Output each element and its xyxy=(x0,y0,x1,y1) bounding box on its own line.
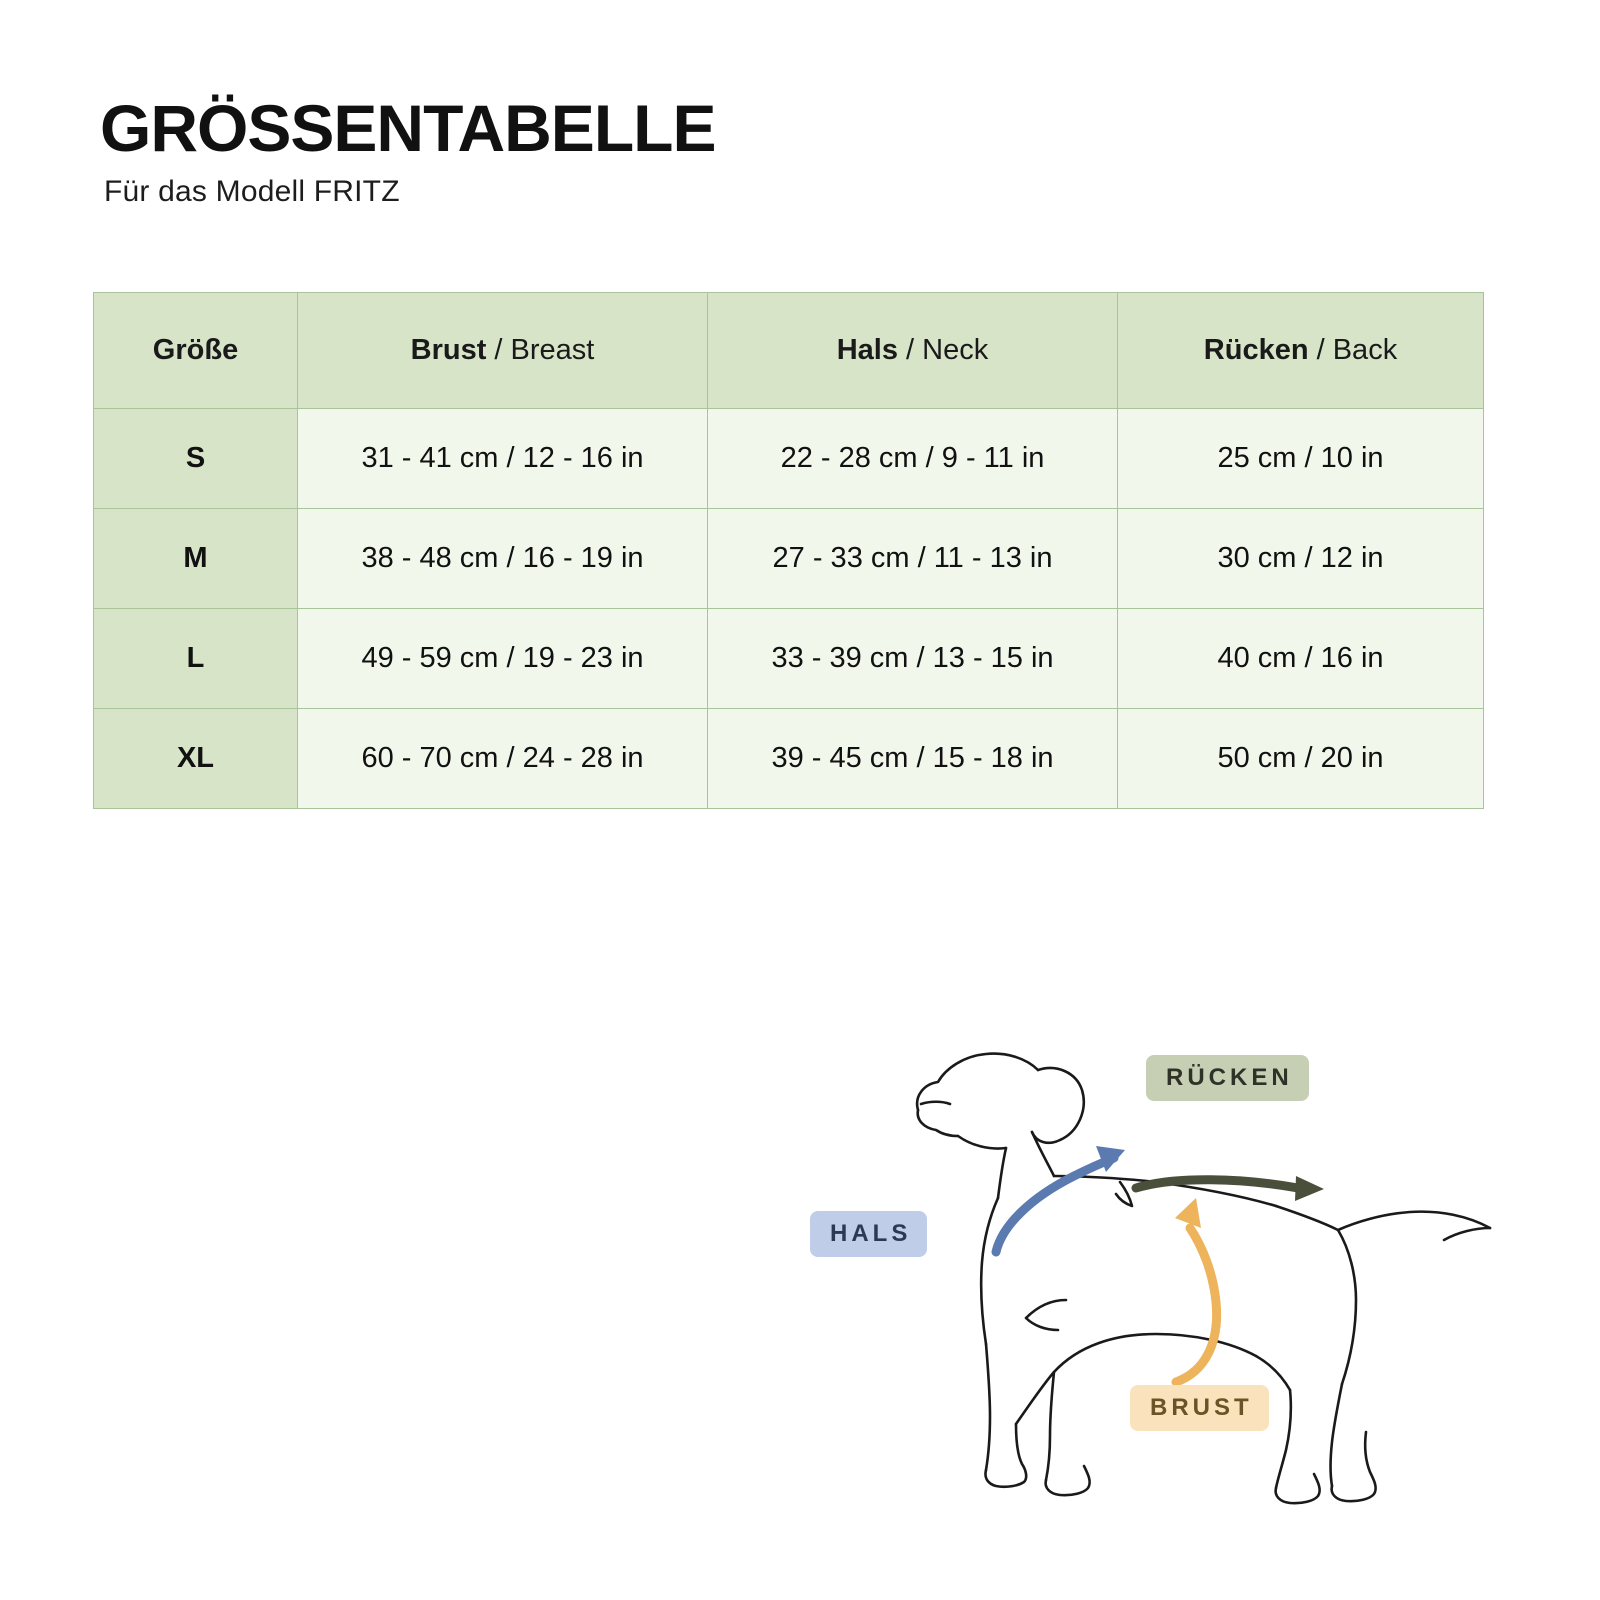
cell-size: M xyxy=(94,509,298,609)
column-header-hals xyxy=(708,293,1118,409)
brust-arrow-icon xyxy=(1175,1198,1217,1382)
column-header-brust-de: Brust xyxy=(410,334,487,366)
cell-hals: 39 - 45 cm / 15 - 18 in xyxy=(708,709,1118,809)
table-header-row xyxy=(94,293,1484,409)
hals-arrow-icon xyxy=(996,1146,1125,1252)
header xyxy=(100,91,716,209)
cell-size: L xyxy=(94,609,298,709)
cell-size: XL xyxy=(94,709,298,809)
cell-hals: 33 - 39 cm / 13 - 15 in xyxy=(708,609,1118,709)
cell-ruecken: 30 cm / 12 in xyxy=(1118,509,1484,609)
column-header-brust-en: / Breast xyxy=(486,334,595,366)
table-row xyxy=(94,509,1484,609)
cell-brust: 38 - 48 cm / 16 - 19 in xyxy=(298,509,708,609)
column-header-hals-de: Hals xyxy=(836,334,898,366)
column-header-ruecken-de: Rücken xyxy=(1203,334,1309,366)
size-table xyxy=(93,292,1484,809)
column-header-hals-en: / Neck xyxy=(898,334,989,366)
table-row xyxy=(94,709,1484,809)
label-brust: BRUST xyxy=(1130,1385,1269,1431)
cell-brust: 60 - 70 cm / 24 - 28 in xyxy=(298,709,708,809)
table-row xyxy=(94,609,1484,709)
cell-ruecken: 25 cm / 10 in xyxy=(1118,409,1484,509)
column-header-size-de: Größe xyxy=(152,334,239,366)
page-subtitle: Für das Modell FRITZ xyxy=(104,175,400,208)
column-header-ruecken xyxy=(1118,293,1484,409)
page-title: GRÖSSENTABELLE xyxy=(100,91,716,165)
column-header-ruecken-en: / Back xyxy=(1308,334,1398,366)
table-body xyxy=(94,409,1484,809)
cell-ruecken: 50 cm / 20 in xyxy=(1118,709,1484,809)
dog-outline-icon xyxy=(917,1054,1490,1504)
cell-ruecken: 40 cm / 16 in xyxy=(1118,609,1484,709)
label-hals: HALS xyxy=(810,1211,927,1257)
table-row xyxy=(94,409,1484,509)
label-ruecken: RÜCKEN xyxy=(1146,1055,1309,1101)
table-header xyxy=(94,293,1484,409)
cell-brust: 49 - 59 cm / 19 - 23 in xyxy=(298,609,708,709)
cell-hals: 22 - 28 cm / 9 - 11 in xyxy=(708,409,1118,509)
cell-hals: 27 - 33 cm / 11 - 13 in xyxy=(708,509,1118,609)
column-header-brust xyxy=(298,293,708,409)
cell-brust: 31 - 41 cm / 12 - 16 in xyxy=(298,409,708,509)
ruecken-arrow-icon xyxy=(1136,1176,1324,1201)
cell-size: S xyxy=(94,409,298,509)
column-header-size xyxy=(94,293,298,409)
